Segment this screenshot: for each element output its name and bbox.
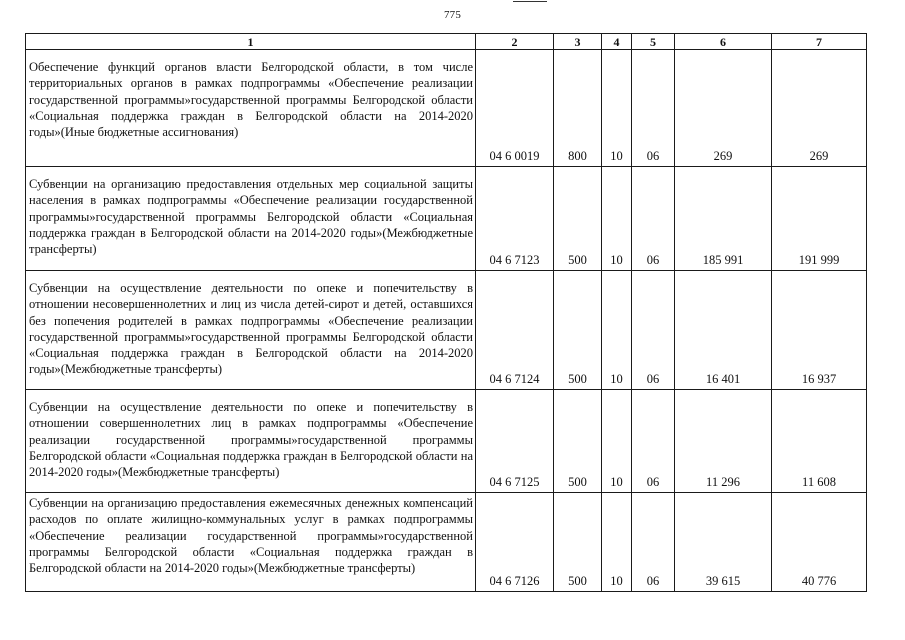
program-code: 04 6 0019 bbox=[476, 50, 554, 167]
expense-type: 500 bbox=[554, 493, 602, 592]
amount-col7: 40 776 bbox=[772, 493, 867, 592]
header-row bbox=[26, 34, 867, 50]
amount-col6: 39 615 bbox=[675, 493, 772, 592]
program-code: 04 6 7125 bbox=[476, 390, 554, 493]
page-number: 775 bbox=[443, 9, 462, 21]
budget-table bbox=[25, 33, 867, 592]
subsection-code: 06 bbox=[632, 50, 675, 167]
amount-col6: 269 bbox=[675, 50, 772, 167]
column-header-3: 3 bbox=[554, 34, 602, 50]
section-code: 10 bbox=[602, 50, 632, 167]
row-description: Субвенции на осуществление деятельности по опеке и попечительству в отношении несовершеннолетних и лиц из числа детей-сирот и детей, оставшихся без попечения родителей в рамках подпрограммы «Обеспечение реализации государственной программы»государственной программы Белгородской области «Социальная поддержка граждан в Белгородской области на 2014-2020 годы»(Межбюджетные трансферты) bbox=[26, 271, 476, 390]
section-code: 10 bbox=[602, 493, 632, 592]
amount-col6: 11 296 bbox=[675, 390, 772, 493]
row-description: Субвенции на организацию предоставления ежемесячных денежных компенсаций расходов по оплате жилищно-коммунальных услуг в рамках подпрограммы «Обеспечение реализации государственной программы»государственной программы Белгородской области «Социальная поддержка граждан в Белгородской области на 2014-2020 годы»(Межбюджетные трансферты) bbox=[26, 493, 476, 592]
expense-type: 500 bbox=[554, 167, 602, 271]
amount-col7: 11 608 bbox=[772, 390, 867, 493]
subsection-code: 06 bbox=[632, 493, 675, 592]
table-row bbox=[26, 167, 867, 271]
column-header-5: 5 bbox=[632, 34, 675, 50]
expense-type: 500 bbox=[554, 390, 602, 493]
subsection-code: 06 bbox=[632, 390, 675, 493]
amount-col7: 269 bbox=[772, 50, 867, 167]
program-code: 04 6 7124 bbox=[476, 271, 554, 390]
row-description: Субвенции на организацию предоставления отдельных мер социальной защиты населения в рамках подпрограммы «Обеспечение реализации государственной программы»государственной программы Белгородской области «Социальная поддержка граждан в Белгородской области на 2014-2020 годы»(Межбюджетные трансферты) bbox=[26, 167, 476, 271]
section-code: 10 bbox=[602, 271, 632, 390]
column-header-7: 7 bbox=[772, 34, 867, 50]
column-header-1: 1 bbox=[26, 34, 476, 50]
expense-type: 800 bbox=[554, 50, 602, 167]
amount-col7: 191 999 bbox=[772, 167, 867, 271]
row-description: Субвенции на осуществление деятельности по опеке и попечительству в отношении совершеннолетних лиц в рамках подпрограммы «Обеспечение реализации государственной программы»государственной программы Белгородской области «Социальная поддержка граждан в Белгородской области на 2014-2020 годы»(Межбюджетные трансферты) bbox=[26, 390, 476, 493]
column-header-4: 4 bbox=[602, 34, 632, 50]
amount-col6: 185 991 bbox=[675, 167, 772, 271]
expense-type: 500 bbox=[554, 271, 602, 390]
program-code: 04 6 7123 bbox=[476, 167, 554, 271]
section-code: 10 bbox=[602, 167, 632, 271]
subsection-code: 06 bbox=[632, 167, 675, 271]
amount-col6: 16 401 bbox=[675, 271, 772, 390]
column-header-2: 2 bbox=[476, 34, 554, 50]
table-row bbox=[26, 50, 867, 167]
amount-col7: 16 937 bbox=[772, 271, 867, 390]
row-description: Обеспечение функций органов власти Белгородской области, в том числе территориальных органов в рамках подпрограммы «Обеспечение реализации государственной программы»государственной программы Белгородской области «Социальная поддержка граждан в Белгородской области на 2014-2020 годы»(Иные бюджетные ассигнования) bbox=[26, 50, 476, 167]
column-header-6: 6 bbox=[675, 34, 772, 50]
table-row bbox=[26, 493, 867, 592]
subsection-code: 06 bbox=[632, 271, 675, 390]
section-code: 10 bbox=[602, 390, 632, 493]
top-rule bbox=[513, 1, 547, 2]
program-code: 04 6 7126 bbox=[476, 493, 554, 592]
table-row bbox=[26, 271, 867, 390]
table-row bbox=[26, 390, 867, 493]
